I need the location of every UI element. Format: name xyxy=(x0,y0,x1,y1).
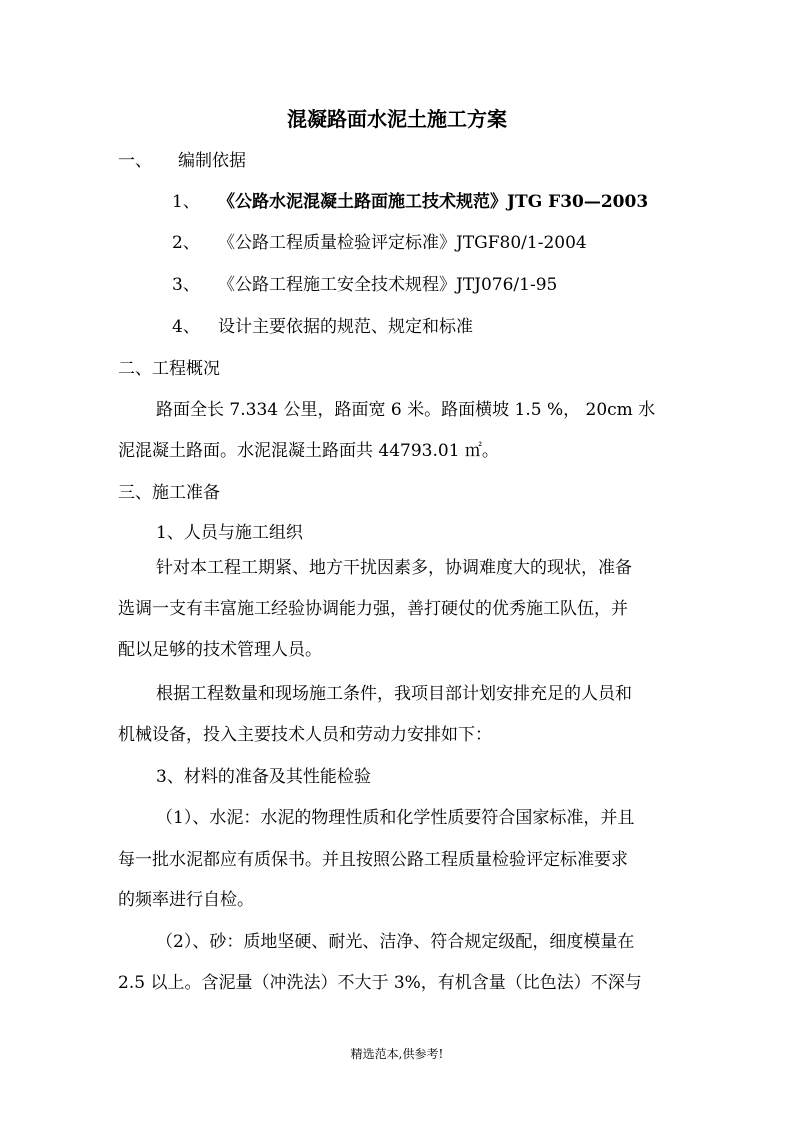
cement-paragraph-line-1: （1）、水泥：水泥的物理性质和化学性质要符合国家标准，并且 xyxy=(156,808,635,828)
cement-paragraph-line-2: 每一批水泥都应有质保书。并且按照公路工程质量检验评定标准要求 xyxy=(118,850,628,870)
staffing-paragraph-line-1: 根据工程数量和现场施工条件，我项目部计划安排充足的人员和 xyxy=(156,684,632,704)
personnel-paragraph-line-2: 选调一支有丰富施工经验协调能力强，善打硬仗的优秀施工队伍，并 xyxy=(118,599,628,619)
sand-paragraph-line-1: （2）、砂：质地坚硬、耐光、洁净、符合规定级配，细度模量在 xyxy=(156,932,635,952)
basis-item-2-text: 《公路工程质量检验评定标准》JTGF80/1-2004 xyxy=(218,233,587,253)
basis-item-3-number: 3、 xyxy=(172,275,200,295)
basis-item-3-text: 《公路工程施工安全技术规程》JTJ076/1-95 xyxy=(218,275,558,295)
sand-paragraph-line-2: 2.5 以上。含泥量（冲洗法）不大于 3%，有机含量（比色法）不深与 xyxy=(118,973,642,993)
section3-heading: 三、施工准备 xyxy=(118,483,220,503)
basis-item-4-number: 4、 xyxy=(172,317,200,337)
basis-item-4-text: 设计主要依据的规范、规定和标准 xyxy=(218,317,473,337)
document-title: 混凝路面水泥土施工方案 xyxy=(287,107,507,131)
page-footer: 精选范本,供参考! xyxy=(350,1047,444,1061)
overview-paragraph-line-2: 泥混凝土路面。水泥混凝土路面共 44793.01 ㎡。 xyxy=(118,441,499,461)
section1-heading: 编制依据 xyxy=(178,151,246,171)
personnel-paragraph-line-1: 针对本工程工期紧、地方干扰因素多，协调难度大的现状，准备 xyxy=(156,558,632,578)
section1-heading-number: 一、 xyxy=(118,151,152,171)
personnel-paragraph-line-3: 配以足够的技术管理人员。 xyxy=(118,640,322,660)
basis-item-1-text: 《公路水泥混凝土路面施工技术规范》JTG F30—2003 xyxy=(218,192,649,212)
subsection-materials-heading: 3、材料的准备及其性能检验 xyxy=(156,767,371,787)
subsection-personnel-heading: 1、人员与施工组织 xyxy=(156,523,303,543)
section2-heading: 二、工程概况 xyxy=(118,359,220,379)
basis-item-2-number: 2、 xyxy=(172,233,200,253)
cement-paragraph-line-3: 的频率进行自检。 xyxy=(118,890,254,910)
overview-paragraph-line-1: 路面全长 7.334 公里，路面宽 6 米。路面横坡 1.5 %， 20cm 水 xyxy=(156,400,656,420)
basis-item-1-number: 1、 xyxy=(172,192,200,212)
staffing-paragraph-line-2: 机械设备，投入主要技术人员和劳动力安排如下： xyxy=(118,725,492,745)
